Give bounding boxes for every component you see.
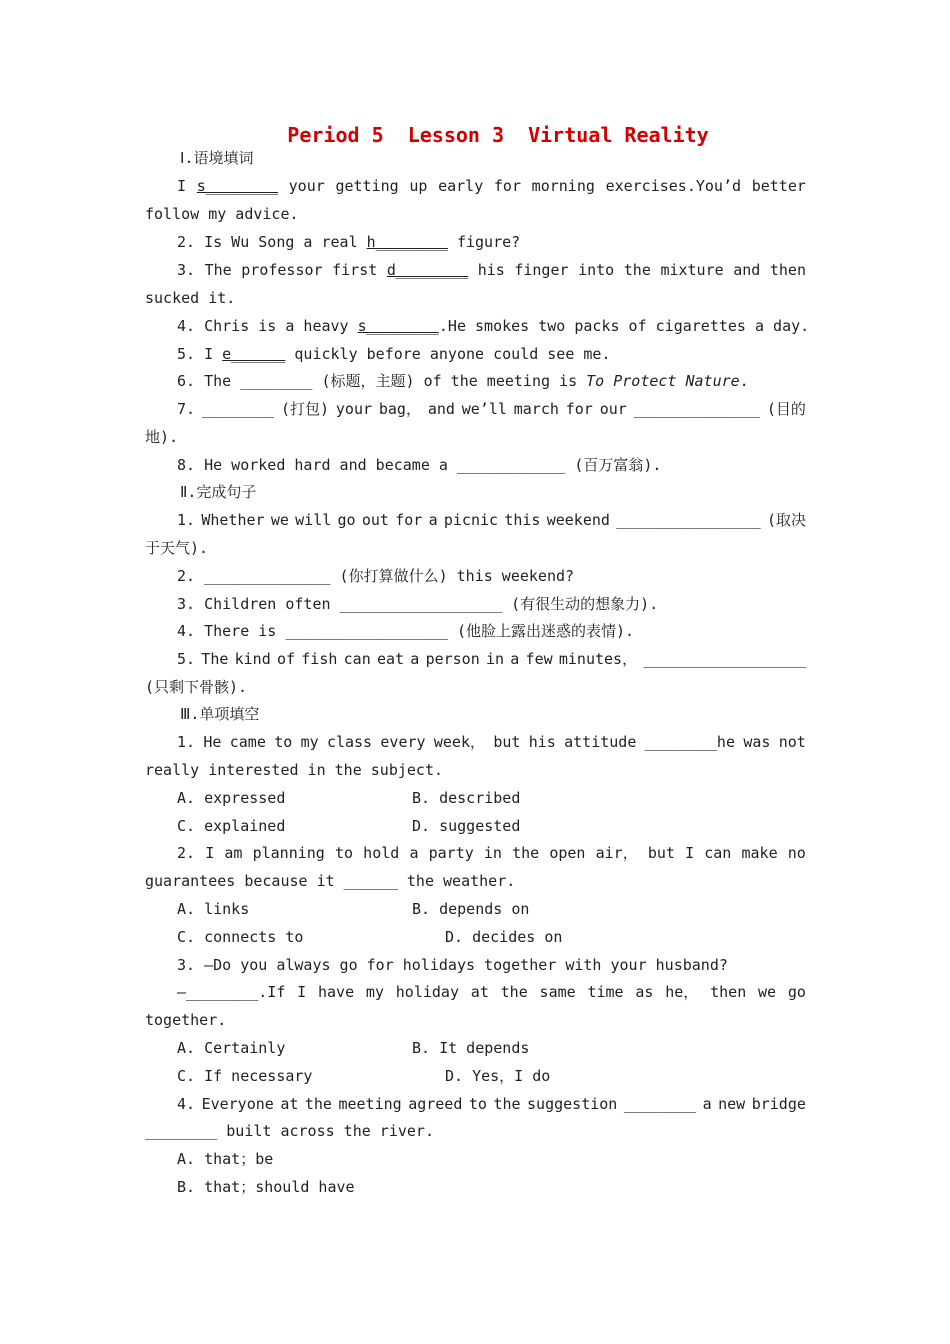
p3-q1-option-c: C. explained: [177, 817, 286, 835]
p3-q3-line2: —________.If I have my holiday at the same time as he， then we go: [177, 983, 806, 1001]
p3-q1-option-b: B. described: [412, 789, 521, 807]
p3-q3-option-c: C. If necessary: [177, 1067, 313, 1085]
p1-q1-line1: I s________ your getting up early for morning exercises.You’d better: [177, 177, 806, 195]
p3-q2-option-b: B. depends on: [412, 900, 530, 918]
p1-q3-line1: 3. The professor first d________ his finger into the mixture and then: [177, 261, 806, 279]
p3-q2-line1: 2. I am planning to hold a party in the open air， but I can make no: [177, 844, 806, 862]
p3-q4-option-a: A. that；be: [177, 1150, 274, 1168]
p2-q1-line2: 于天气).: [145, 539, 209, 557]
p1-q7-line2: 地).: [145, 428, 179, 446]
p3-q2-option-d: D. decides on: [445, 928, 563, 946]
section-heading-2: Ⅱ.完成句子: [180, 483, 257, 501]
p3-q3-option-d: D. Yes，I do: [445, 1067, 551, 1085]
p2-q4: 4. There is __________________ (他脸上露出迷惑的表情).: [177, 622, 635, 640]
p1-q2: 2. Is Wu Song a real h________ figure?: [177, 233, 521, 251]
p2-q5-line2: (只剩下骨骸).: [145, 678, 248, 696]
p2-q1-line1: 1. Whether we will go out for a picnic this weekend ________________ (取决: [177, 511, 806, 529]
p3-q2-option-a: A. links: [177, 900, 250, 918]
p3-q4-line1: 4. Everyone at the meeting agreed to the suggestion ________ a new bridge: [177, 1095, 806, 1113]
p3-q4-line2: ________ built across the river.: [145, 1122, 434, 1140]
p1-q5: 5. I e______ quickly before anyone could see me.: [177, 345, 611, 363]
p3-q3-line3: together.: [145, 1011, 227, 1029]
section-heading-3: Ⅲ.单项填空: [180, 705, 260, 723]
p1-q3-line2: sucked it.: [145, 289, 236, 307]
p3-q3-option-b: B. It depends: [412, 1039, 530, 1057]
p1-q7-line1: 7. ________ (打包) your bag， and we’ll march for our ______________ (目的: [177, 400, 806, 418]
p3-q3-line1: 3. —Do you always go for holidays together with your husband?: [177, 956, 728, 974]
p2-q5-line1: 5. The kind of fish can eat a person in a few minutes， __________________: [177, 650, 806, 668]
p3-q4-option-b: B. that；should have: [177, 1178, 355, 1196]
p3-q2-option-c: C. connects to: [177, 928, 304, 946]
p1-q6: 6. The ________ (标题，主题) of the meeting is To Protect Nature.: [177, 372, 749, 390]
p3-q1-option-d: D. suggested: [412, 817, 521, 835]
p1-q1-line2: follow my advice.: [145, 205, 299, 223]
p1-q8: 8. He worked hard and became a ____________ (百万富翁).: [177, 456, 662, 474]
p3-q2-line2: guarantees because it ______ the weather.: [145, 872, 516, 890]
p3-q1-line2: really interested in the subject.: [145, 761, 444, 779]
p3-q1-option-a: A. expressed: [177, 789, 286, 807]
p3-q3-option-a: A. Certainly: [177, 1039, 286, 1057]
p2-q3: 3. Children often __________________ (有很生动的想象力).: [177, 595, 659, 613]
p1-q4: 4. Chris is a heavy s________.He smokes two packs of cigarettes a day.: [177, 317, 810, 335]
section-heading-1: Ⅰ.语境填词: [180, 149, 254, 167]
page-title: Period 5 Lesson 3 Virtual Reality: [287, 123, 709, 147]
p3-q1-line1: 1. He came to my class every week， but his attitude ________he was not: [177, 733, 806, 751]
p2-q2: 2. ______________ (你打算做什么) this weekend?: [177, 567, 575, 585]
